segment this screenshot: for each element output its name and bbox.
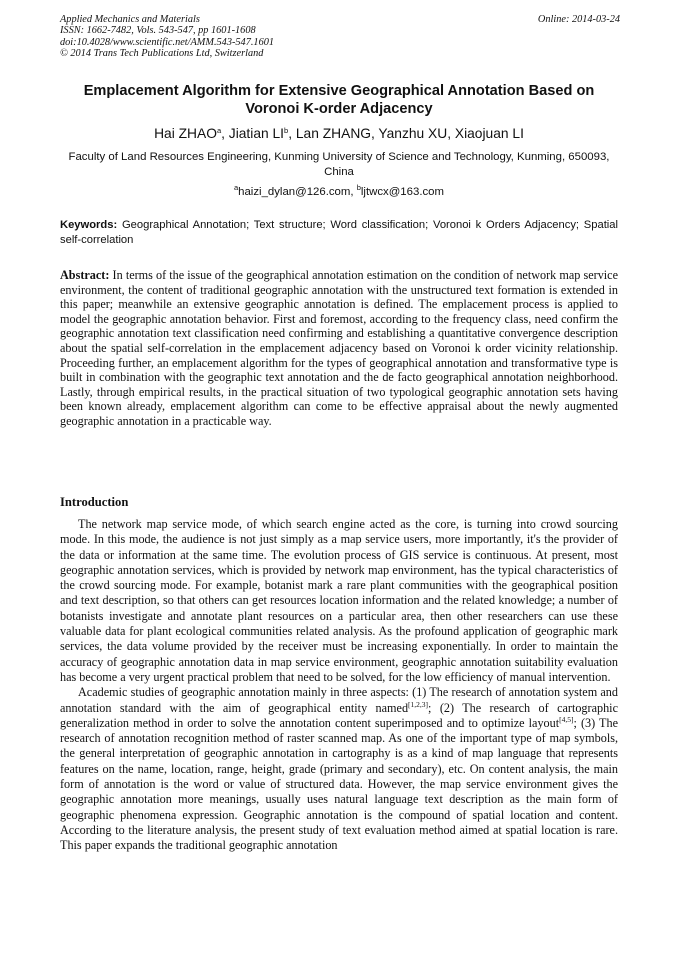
author-superscript: b [284,126,289,135]
author-list: Hai ZHAO$^a$, Jiatian $LI^b$, Lan ZHANG, Yanzhu XU, Xiaojuan LI [154,126,524,141]
affiliation: Faculty of Land Resources Engineering, Kunming University of Science and Technology, Kunming, 650093, China [68,151,610,178]
email-address[interactable]: ljtwcx@163.com [360,186,445,198]
author-name: Jiatian LI [228,126,285,141]
section-heading-introduction: Introduction [60,495,129,509]
email-superscript: a [233,183,239,192]
citation-ref[interactable]: [1,2,3] [408,699,429,709]
journal-header [60,14,620,60]
paragraph-text: ; (2) The research of cartographic generalization method in order to solve the annotation content superimposed and to optimize layout [60,700,618,730]
citation-ref[interactable]: [4,5] [559,714,574,724]
paragraph [60,685,618,853]
abstract-text: In terms of the issue of the geographical annotation estimation on the condition of network map service environment, the content of traditional geographic annotation with the unstructured text formation is extended in this paper; meanwhile an extensive geographic annotation is defined. The emplacement process is applied to model the geographic annotation behavior. First and foremost, according to the frequency class, need confirm the geographic annotation text classification need confirming and establishing a quantitative convergence description about the spatial self-correlation in the emplacement adjacency based on Voronoi k order vicinity relationship. Proceeding further, an emplacement algorithm for the types of geographical annotation and transformative type is built in combination with the geographic text annotation and the de facto geographical annotation neighborhood. Lastly, through empirical results, in the practical situation of two typological geographic annotation sets having been known already, emplacement algorithm can come to be effective appraisal about the newly augmented geographic annotation in a practicable way. [60,268,618,428]
email-superscript: b [356,183,361,192]
author-name: Hai ZHAO [154,126,217,141]
paper-title: Emplacement Algorithm for Extensive Geographical Annotation Based on Voronoi K-order Adjacency [83,83,595,117]
paragraph-text: ; (3) The research of annotation recognition method of raster scanned map. As one of the important type of map symbols, the general interpretation of geographic annotation in cartography is as a kind of map language that represents features on the name, location, range, height, grade (primary and secondary), etc. On content analysis, the main form of annotation is the word or value of structured data. However, the map service environment gives the geographic annotation more meanings, usually uses natural language text description as the main form of geographic phenomena expression. Geographic annotation is the compound of spatial location and content. According to the literature analysis, the present study of text evaluation method aimed at spatial location is rare. This paper expands the traditional geographic annotation [60,715,619,853]
issn-line: ISSN: 1662-7482, Vols. 543-547, pp 1601-1608 [60,25,256,37]
author-superscript: a [216,126,222,135]
abstract-section [60,268,618,429]
keywords-section [60,218,618,247]
keywords-text: Geographical Annotation; Text structure; Word classification; Voronoi k Orders Adjacency; Spatial self-correlation [60,219,618,246]
author-names-rest: Lan ZHANG, Yanzhu XU, Xiaojuan LI [295,126,524,141]
paragraph: The network map service mode, of which search engine acted as the core, is turning into crowd sourcing mode. In this mode, the audience is not just simply as a map service users, more importantly, it's the provider of the data or information at the same time. The evolution process of GIS service is continuous. At present, most geographic annotation services, which is provided by network map environment, has the typical characteristics of the crowd sourcing mode. For example, botanist mark a rare plant communities with the geographical position and text description, so that others can get resources location information and the related knowledge; a number of botanists investigate and annotate plant resources on a particular area, then other researchers can use these valuable data for plant ecological communities related analysis. As the profound application of geographic mark services, the data volume provided by the receiver must be increasing exponentially. In order to maintain the accuracy of geographic annotation data in map service environment, geographic annotation suitability evaluation has become a very urgent practical problem that need to be solved, for the low efficiency of manual intervention. [60,517,618,684]
online-date: Online: 2014-03-24 [537,14,620,25]
paragraph-text: Academic studies of geographic annotation mainly in three aspects: (1) The research of annotation system and annotation standard with the aim of geographical entity named [60,685,618,715]
abstract-label: Abstract: [60,268,110,282]
doi-line: doi:10.4028/www.scientific.net/AMM.543-547.1601 [60,36,275,48]
journal-name: Applied Mechanics and Materials [60,14,200,25]
keywords-label: Keywords: [60,219,118,231]
introduction-body [60,517,618,854]
copyright-line: © 2014 Trans Tech Publications Ltd, Switzerland [60,48,264,60]
email-address[interactable]: haizi_dylan@126.com [238,186,351,198]
author-emails: $^a$haizi_dylan@126.com, $^b$ljtwcx@163.com [233,183,445,198]
